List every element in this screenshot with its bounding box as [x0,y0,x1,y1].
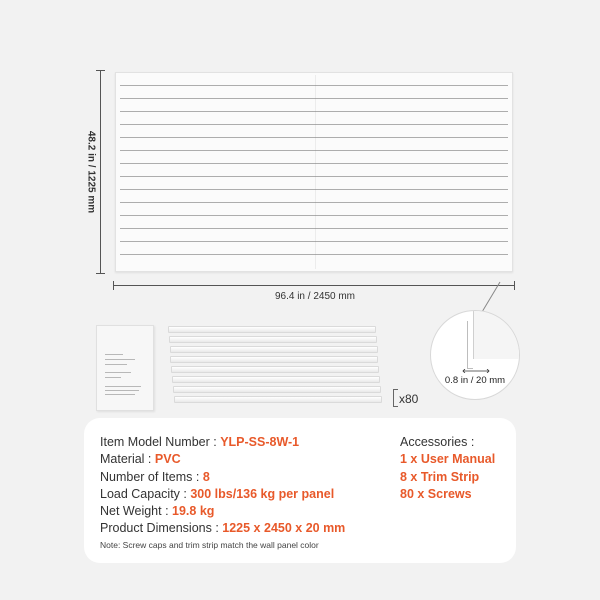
accessory-screws: 80 x Screws [400,487,472,501]
spec-product-dimensions: Product Dimensions : 1225 x 2450 x 20 mm [100,521,346,535]
trim-strips-image [168,326,382,410]
manual-text-line [105,364,127,365]
spec-card [84,418,516,563]
manual-text-line [105,386,141,387]
trim-strip [174,396,382,403]
trim-strip [170,346,378,353]
spec-model-number: Item Model Number : YLP-SS-8W-1 [100,435,300,449]
user-manual-image [96,325,154,411]
screws-quantity-label: x80 [399,392,419,406]
manual-text-line [105,394,135,395]
panel-edge-detail [473,311,520,359]
trim-strip [173,386,381,393]
manual-text-line [105,359,135,360]
manual-text-line [105,354,123,355]
thickness-detail-circle [430,310,520,400]
trim-strip [169,336,377,343]
accessory-user-manual: 1 x User Manual [400,452,496,466]
panel-profile-detail [467,321,473,369]
product-sheet: 48.2 in / 1225 mm 96.4 in / 2450 mm 0.8 in / 20 mm x80 Item Model Number : YLP-SS-8W-1 Material : PVC Number of Items : 8 Load Capacity : 300 lbs/136 kg per panel Net Weight : 19.8 kg Product Dimensions : 1225 x 2450 x 20 mm Accessories : 1 x User Manual 8 x Trim Strip 80 x Screws Note: Screw caps and trim strip match the wall panel color [0,0,600,600]
spec-net-weight: Net Weight : 19.8 kg [100,504,215,518]
accessories-title: Accessories : [400,435,475,449]
trim-strip [170,356,378,363]
manual-text-line [105,377,121,378]
spec-load-capacity: Load Capacity : 300 lbs/136 kg per panel [100,487,335,501]
manual-text-line [105,372,131,373]
spec-material: Material : PVC [100,452,181,466]
trim-strip [171,366,379,373]
width-dimension-label: 96.4 in / 2450 mm [274,291,356,302]
screws-quantity-bracket [393,389,398,407]
thickness-label: 0.8 in / 20 mm [444,375,506,386]
trim-strip [168,326,376,333]
trim-strip [172,376,380,383]
thickness-arrows [461,369,491,373]
accessory-trim-strip: 8 x Trim Strip [400,470,480,484]
manual-text-line [105,390,139,391]
color-note: Note: Screw caps and trim strip match the wall panel color [100,540,319,550]
spec-number-of-items: Number of Items : 8 [100,470,210,484]
